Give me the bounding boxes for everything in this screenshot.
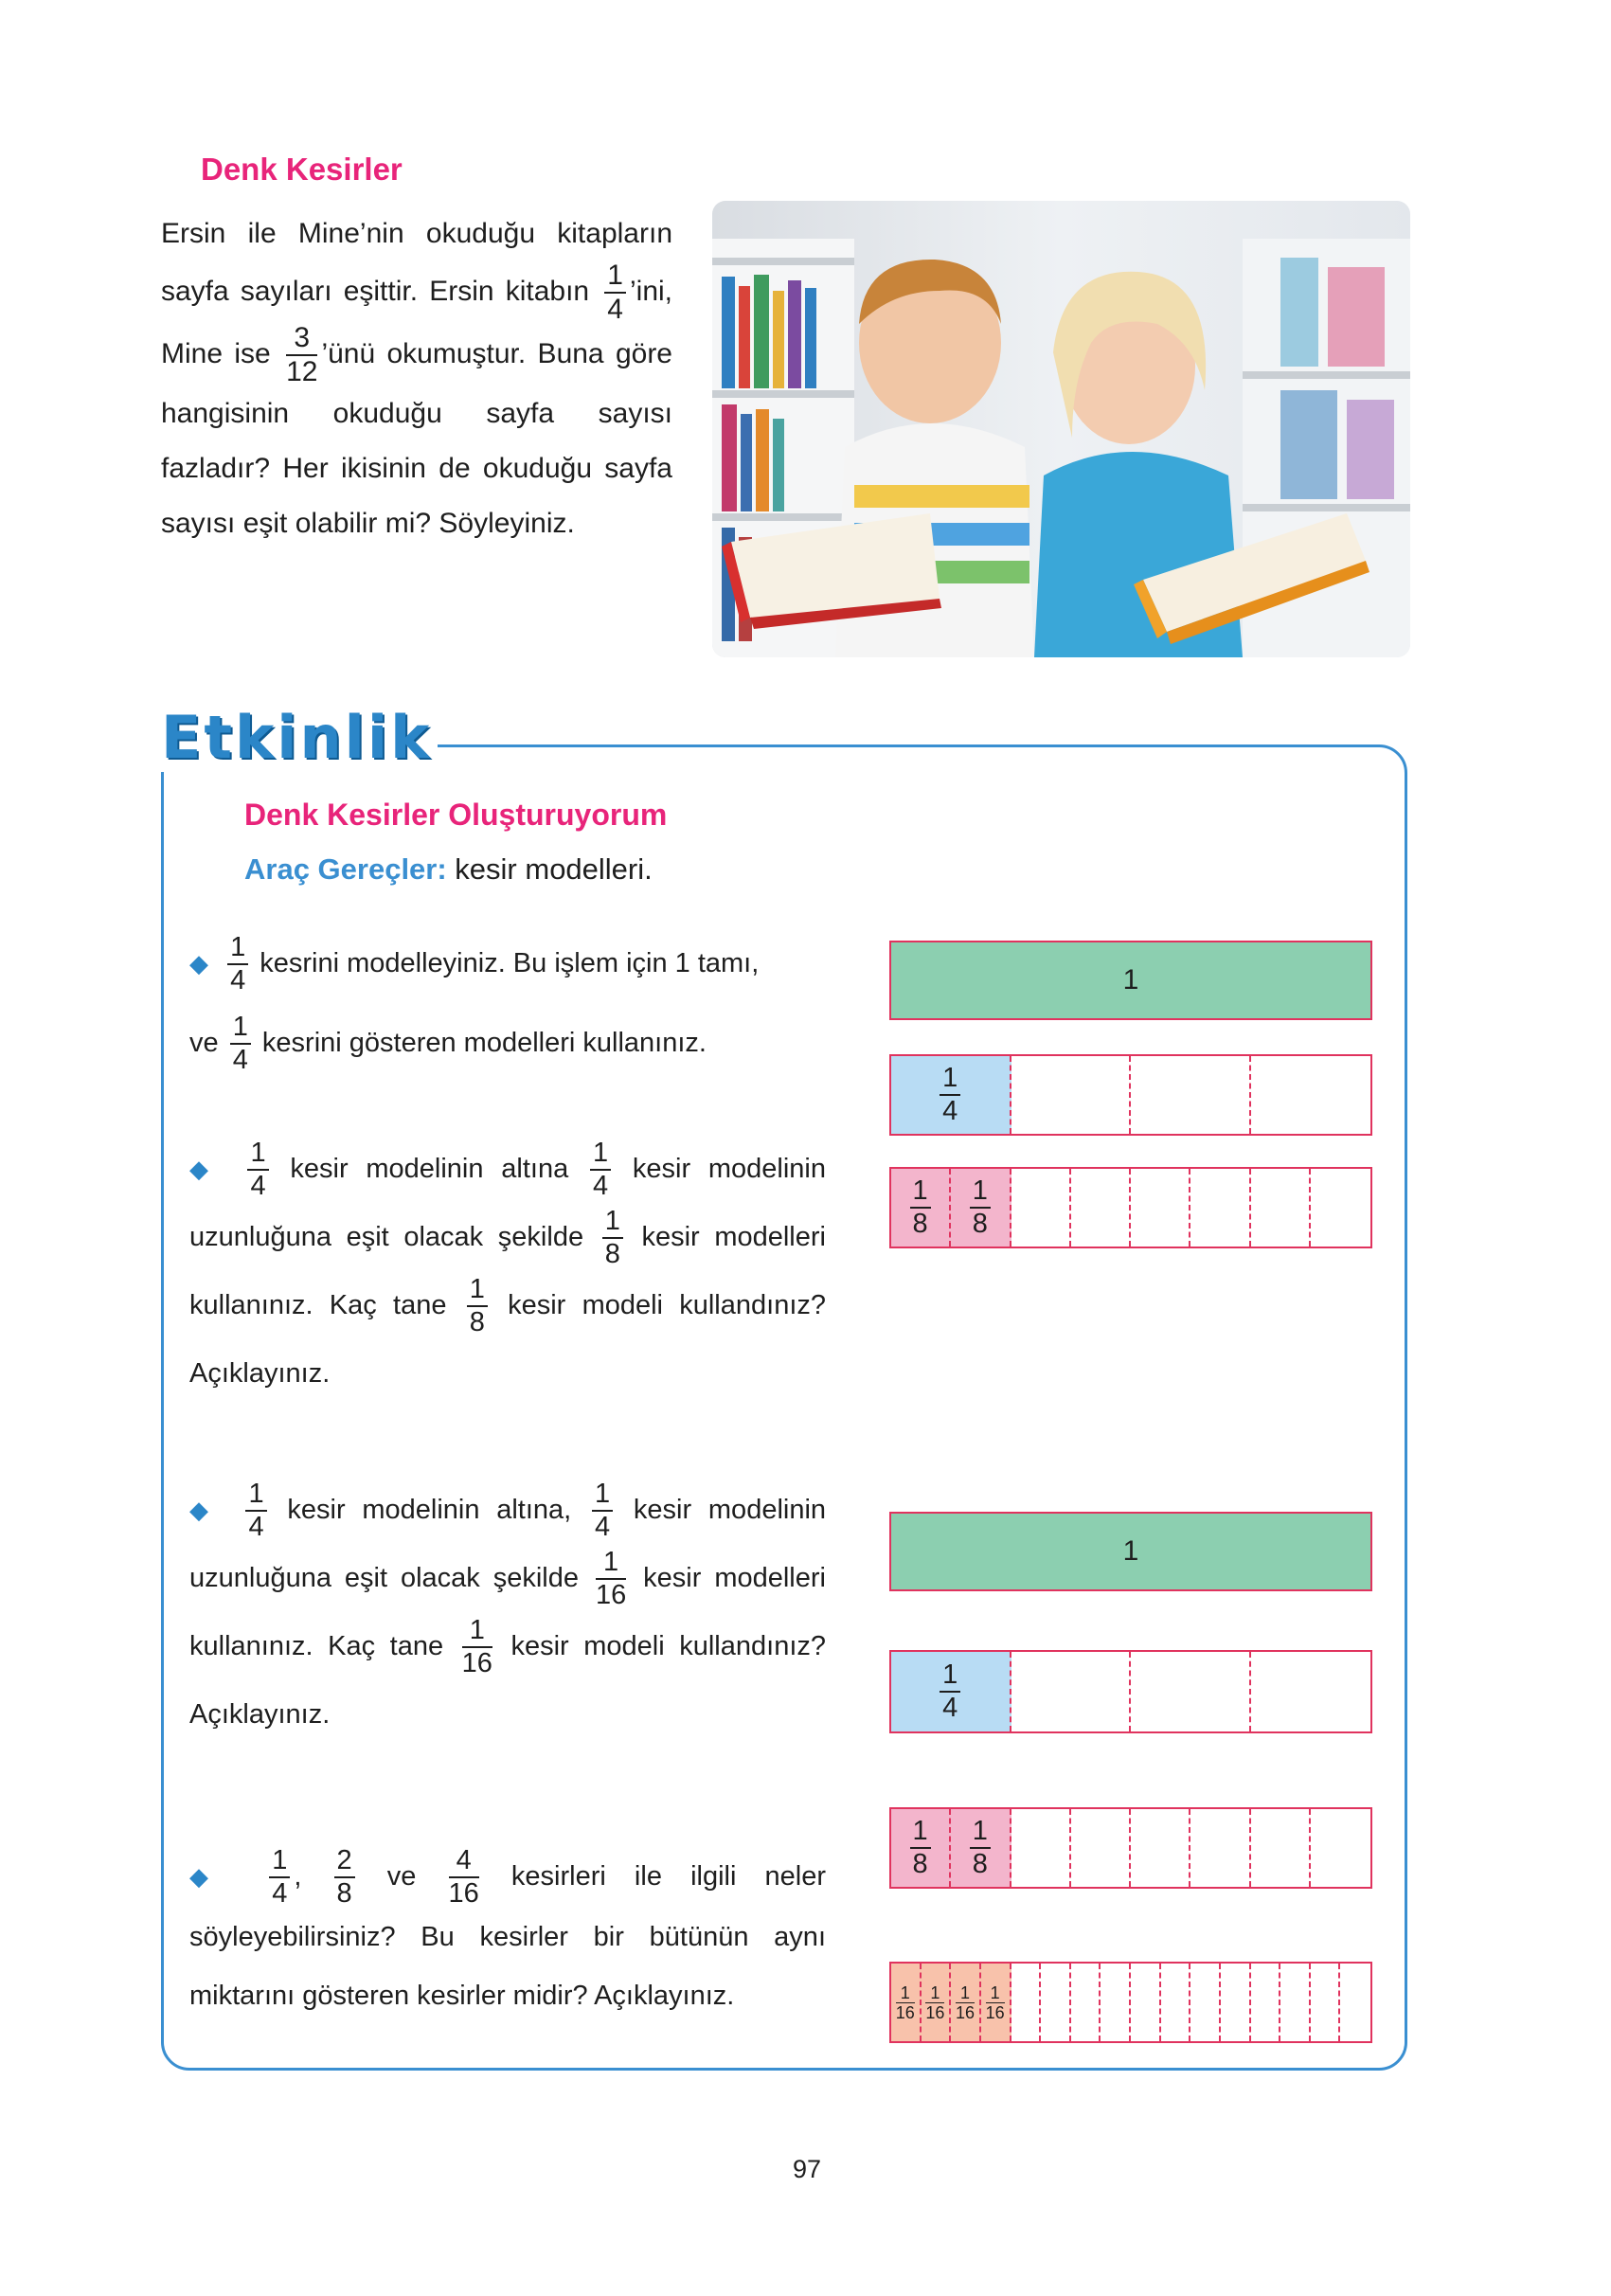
sixteenth-strip: $\frac{1}{16}$ $\frac{1}{16}$ $\frac{1}{16}$ $\frac{1}{16}$	[889, 1962, 1372, 2043]
activity-item-4: ◆ $\frac{1}{4}$ , $\frac{2}{8}$ ve $\frac{4}{16}$ kesirleri ile ilgili neler söyleyebilirsiniz? Bu kesirler bir bütünün aynı miktarını gösteren kesirler midir? Açıklayınız.	[189, 1845, 827, 2012]
page-number: 97	[792, 2155, 822, 2183]
diamond-bullet-icon: ◆	[189, 1496, 218, 1524]
quarter-strip: $\frac{1}{4}$	[889, 1054, 1372, 1136]
activity-item-2: ◆ $\frac{1}{4}$ kesir modelinin altına $\frac{1}{4}$ kesir modelinin uzunluğuna eşit olacak şekilde $\frac{1}{8}$ kesir modelleri kullanınız. Kaç tane $\frac{1}{8}$ kesir modeli kullandınız? Açıklayınız.	[189, 1138, 827, 1389]
whole-strip: 1	[889, 1512, 1372, 1591]
activity-title: Denk Kesirler Oluşturuyorum	[244, 798, 668, 832]
eighth-strip: $\frac{1}{8}$ $\frac{1}{8}$	[889, 1807, 1372, 1889]
diamond-bullet-icon: ◆	[189, 1155, 219, 1183]
fraction: $\frac{1}{4}$	[604, 261, 626, 324]
eighth-strip: $\frac{1}{8}$ $\frac{1}{8}$	[889, 1167, 1372, 1248]
fraction: $\frac{3}{12}$	[286, 322, 318, 387]
activity-item-1: ◆ $\frac{1}{4}$ kesrini modelleyiniz. Bu işlem için 1 tamı, ve $\frac{1}{4}$ kesrini gösteren modelleri kullanınız.	[189, 932, 760, 1076]
activity-logo: Etkinlik	[161, 703, 438, 772]
activity-item-3: ◆ $\frac{1}{4}$ kesir modelinin altına, $\frac{1}{4}$ kesir modelinin uzunluğuna eşit olacak şekilde $\frac{1}{16}$ kesir modelleri kullanınız. Kaç tane $\frac{1}{16}$ kesir modeli kullandınız? Açıklayınız.	[189, 1479, 827, 1730]
diamond-bullet-icon: ◆	[189, 1862, 230, 1891]
quarter-strip: $\frac{1}{4}$	[889, 1650, 1372, 1733]
tools-line: Araç Gereçler: kesir modelleri.	[244, 852, 653, 886]
diamond-bullet-icon: ◆	[189, 949, 208, 978]
intro-paragraph: Ersin ile Mine’nin okuduğu kitapların sayfa sayıları eşittir. Ersin kitabın $\frac{1}{4}$ ’ini, Mine ise $\frac{3}{12}$ ’ünü okumuştur. Buna göre hangisinin okuduğu sayfa sayısı fazladır? Her ikisinin de okuduğu sayfa sayısı eşit olabilir mi? Söyleyiniz.	[161, 218, 672, 539]
whole-strip: 1	[889, 941, 1372, 1020]
children-reading-photo	[712, 201, 1410, 657]
section-title: Denk Kesirler	[201, 152, 403, 187]
